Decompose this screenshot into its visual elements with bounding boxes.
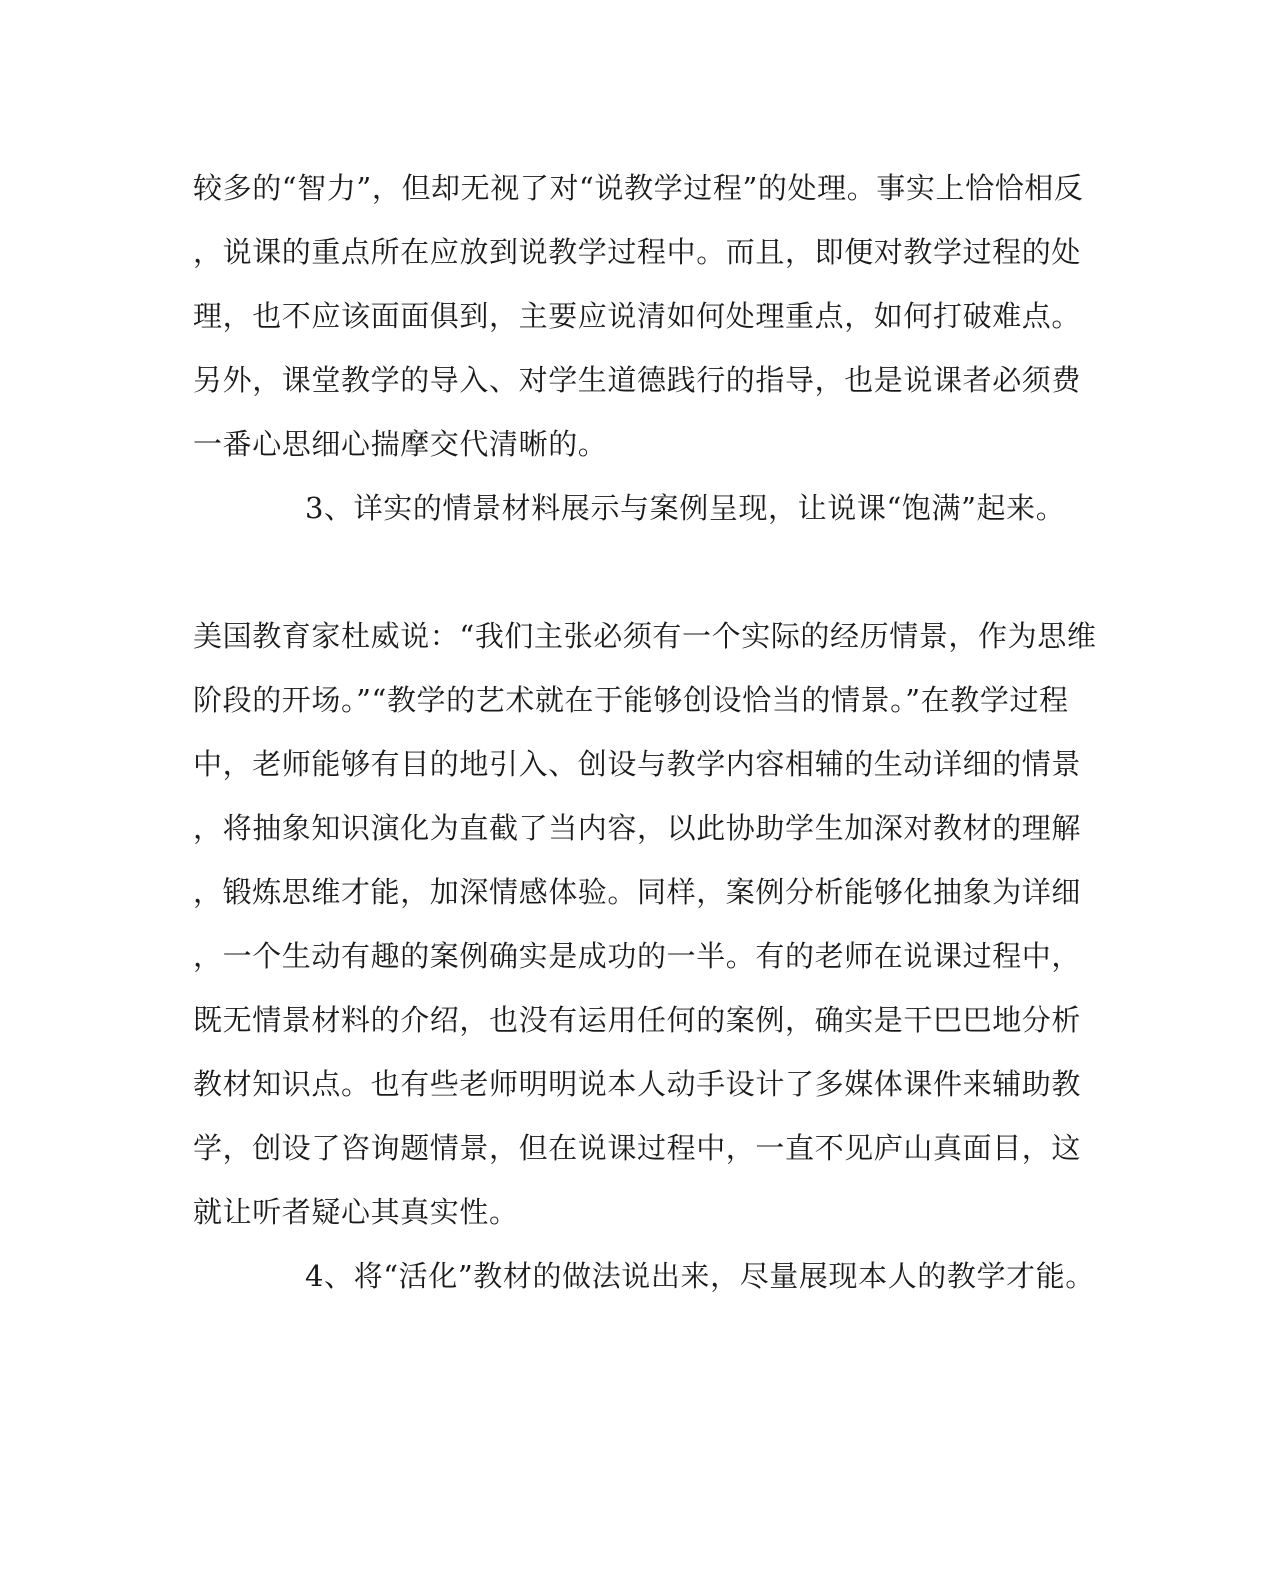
paragraph-line: 既无情景材料的介绍，也没有运用任何的案例，确实是干巴巴地分析 [193,1003,1082,1037]
paragraph-line: 阶段的开场。”“教学的艺术就在于能够创设恰当的情景。”在教学过程 [193,683,1069,717]
paragraph-line: 理，也不应该面面俱到，主要应说清如何处理重点，如何打破难点。 [193,299,1082,333]
paragraph-line: 另外，课堂教学的导入、对学生道德践行的指导，也是说课者必须费 [193,363,1082,397]
paragraph-line: 中，老师能够有目的地引入、创设与教学内容相辅的生动详细的情景 [193,747,1082,781]
paragraph-line: 就让听者疑心其真实性。 [193,1195,519,1229]
section-heading: 3、详实的情景材料展示与案例呈现，让说课“饱满”起来。 [305,491,1066,525]
paragraph-line: 较多的“智力”，但却无视了对“说教学过程”的处理。事实上恰恰相反 [193,171,1084,205]
paragraph-line: ，锻炼思维才能，加深情感体验。同样，案例分析能够化抽象为详细 [193,875,1082,909]
paragraph-line: ，将抽象知识演化为直截了当内容，以此协助学生加深对教材的理解 [193,811,1082,845]
paragraph-line: 教材知识点。也有些老师明明说本人动手设计了多媒体课件来辅助教 [193,1067,1082,1101]
section-heading: 4、将“活化”教材的做法说出来，尽量展现本人的教学才能。 [305,1259,1095,1293]
paragraph-line: ，一个生动有趣的案例确实是成功的一半。有的老师在说课过程中， [193,939,1082,973]
paragraph-line: ，说课的重点所在应放到说教学过程中。而且，即便对教学过程的处 [193,235,1082,269]
paragraph-line: 美国教育家杜威说：“我们主张必须有一个实际的经历情景，作为思维 [193,619,1097,653]
paragraph-line: 一番心思细心揣摩交代清晰的。 [193,427,608,461]
paragraph-line: 学，创设了咨询题情景，但在说课过程中，一直不见庐山真面目，这 [193,1131,1082,1165]
